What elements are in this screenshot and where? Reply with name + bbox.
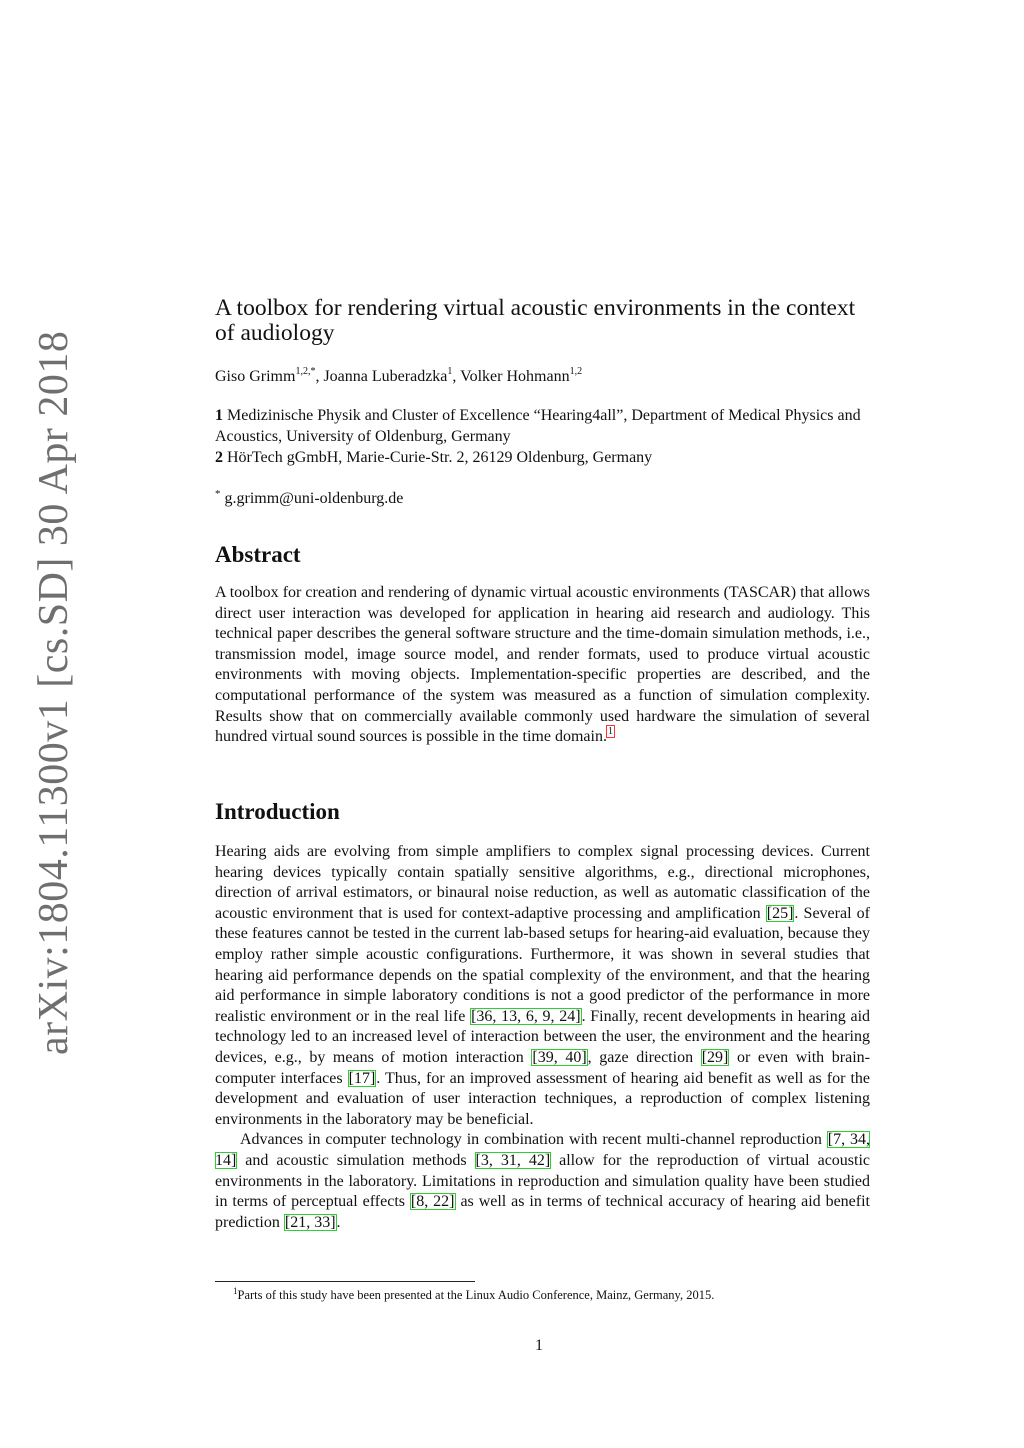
citation-link[interactable]: [17] [348,1069,376,1087]
author-affiliation-marks: 1 [447,366,453,377]
paragraph: Hearing aids are evolving from simple amplifiers to complex signal processing devices. Current hearing devices typically contain spatially sensitive algorithms, e.g., directional microphones, direction of arrival estimators, or binaural noise reduction, as well as automatic classification of the acoustic environment that is used for context-adaptive processing and amplification [25]. Several of these features cannot be tested in the current lab-based setups for hearing-aid evaluation, because they employ rather simple acoustic configurations. Furthermore, it was shown in several studies that hearing aid performance depends on the spatial complexity of the environment, and that the hearing aid performance in simple laboratory conditions is not a good predictor of the performance in more realistic environment or in the real life [36, 13, 6, 9, 24]. Finally, recent developments in hearing aid technology led to an increased level of interaction between the user, the environment and the hearing devices, e.g., by means of motion interaction [39, 40], gaze direction [29] or even with brain-computer interfaces [17]. Thus, for an improved assessment of hearing aid benefit as well as for the development and evaluation of user interaction techniques, a reproduction of complex listening environments in the laboratory may be beneficial. [215,843,871,1128]
citation-link[interactable]: [29] [701,1048,729,1066]
affiliation-text: HörTech gGmbH, Marie-Curie-Str. 2, 26129 Oldenburg, Germany [227,448,653,466]
abstract-heading: Abstract [215,542,301,567]
citation-link[interactable]: [21, 33] [284,1213,336,1231]
author-name: Giso Grimm [215,368,296,385]
author-affiliation-marks: 1,2,* [295,366,316,377]
paragraph: Advances in computer technology in combination with recent multi-channel reproduction [7, 34, 14] and acoustic simulation methods [3, 31, 42] allow for the reproduction of virtual acoustic environments in the laboratory. Limitations in reproduction and simulation quality have been studied in terms of perceptual effects [8, 22] as well as in terms of technical accuracy of hearing aid benefit prediction [21, 33]. [215,1131,871,1231]
introduction-heading: Introduction [215,799,340,824]
affiliation-item [215,448,870,469]
corresponding-mark: * [215,488,221,500]
footnote-divider [215,1281,475,1282]
author-list: Giso Grimm$^{1,2,*}$, Joanna Luberadzka$^1$, Volker Hohmann$^{1,2}$ [215,366,583,385]
citation-link[interactable]: [3, 31, 42] [475,1151,551,1169]
citation-link[interactable]: [36, 13, 6, 9, 24] [471,1007,581,1025]
corresponding-email[interactable]: g.grimm@uni-oldenburg.de [224,490,404,507]
page-number: 1 [535,1337,543,1354]
abstract-text: A toolbox for creation and rendering of dynamic virtual acoustic environments (TASCAR) that allows direct user interaction was developed for application in hearing aid research and audiology. This technical paper describes the general software structure and the time-domain simulation methods, i.e., transmission model, image source model, and render formats, used to produce virtual acoustic environments with moving objects. Implementation-specific properties are described, and the computational performance of the system was measured as a function of simulation complexity. Results show that on commercially available commonly used hardware the simulation of several hundred virtual sound sources is possible in the time domain. [215,584,870,746]
corresponding-author [215,489,870,509]
introduction-body [215,842,870,1233]
affiliation-number: 1 [215,407,223,424]
paper-title: A toolbox for rendering virtual acoustic environments in the context of audiology [215,295,856,346]
affiliation-list [215,406,870,468]
affiliation-number: 2 [215,448,223,466]
affiliation-text: Medizinische Physik and Cluster of Excellence “Hearing4all”, Department of Medical Physics and Acoustics, University of Oldenburg, Germany [215,407,861,445]
affiliation-item [215,406,870,448]
author-name: Volker Hohmann [460,368,570,385]
citation-link[interactable]: [39, 40] [532,1048,587,1066]
author-name: Joanna Luberadzka [323,368,448,385]
abstract-body [215,583,870,748]
author-affiliation-marks: 1,2 [569,366,583,377]
footnote-text: Parts of this study have been presented at the Linux Audio Conference, Mainz, Germany, 2015. [237,1288,715,1302]
arxiv-identifier[interactable]: arXiv:1804.11300v1 [cs.SD] 30 Apr 2018 [31,330,77,1055]
citation-link[interactable]: [8, 22] [410,1193,455,1211]
footnote [233,1287,873,1303]
citation-link[interactable]: [7, 34, 14] [215,1131,871,1169]
citation-link[interactable]: [25] [766,904,794,922]
footnote-mark: 1 [233,1286,238,1296]
footnote-link[interactable]: 1 [607,726,613,738]
